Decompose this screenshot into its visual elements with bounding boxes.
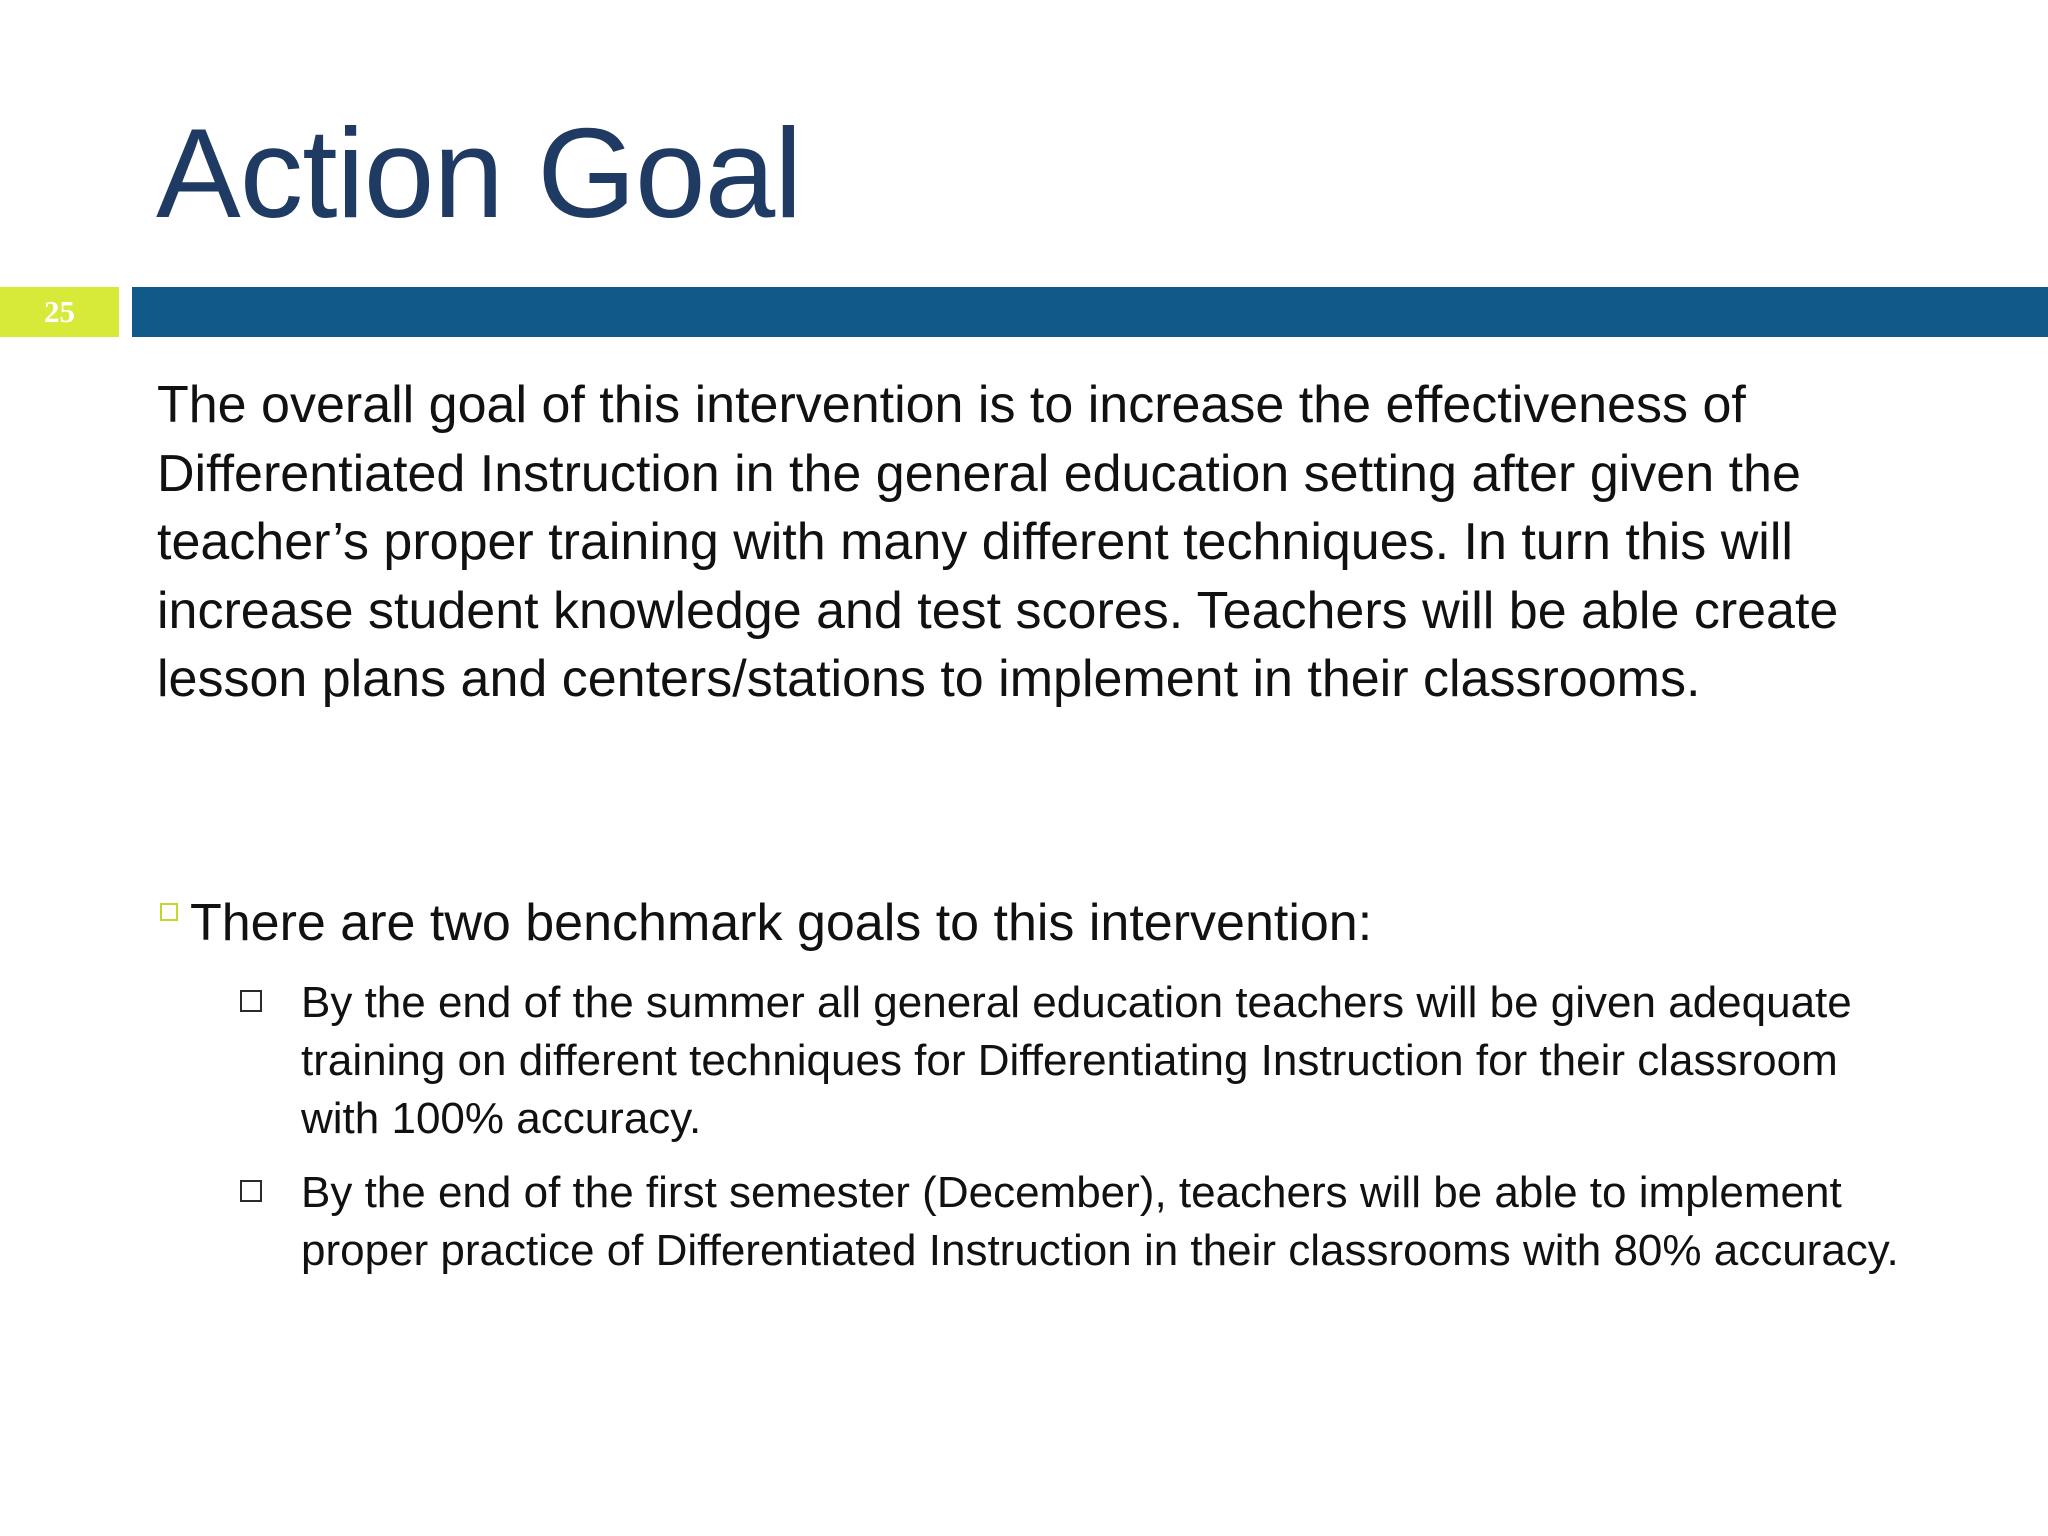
intro-paragraph: The overall goal of this intervention is to increase the effectiveness of Differentiated Instruction in the general education setting after given the teacher’s proper training with many different techniques. In turn this will increase student knowledge and test scores. Teachers will be able create lesson plans and centers/stations to implement in their classrooms. xyxy=(157,376,1839,708)
slide-number: 25 xyxy=(44,294,75,329)
square-bullet-icon xyxy=(240,990,262,1012)
slide-title: Action Goal xyxy=(156,102,802,244)
square-bullet-icon xyxy=(240,1180,262,1202)
benchmark-heading: There are two benchmark goals to this intervention: xyxy=(190,894,1373,952)
benchmark-item xyxy=(240,974,1900,1148)
benchmark-item xyxy=(240,1164,1900,1280)
slide-number-badge xyxy=(0,287,119,337)
header-divider-bar xyxy=(132,287,2048,337)
benchmark-item-text: By the end of the summer all general education teachers will be given adequate training on different techniques for Differentiating Instruction for their classroom with 100% accuracy. xyxy=(301,978,1852,1143)
benchmark-item-text: By the end of the first semester (December), teachers will be able to implement proper practice of Differentiated Instruction in their classrooms with 80% accuracy. xyxy=(301,1168,1899,1275)
benchmark-heading-item xyxy=(160,889,1960,957)
square-bullet-icon xyxy=(160,903,178,921)
